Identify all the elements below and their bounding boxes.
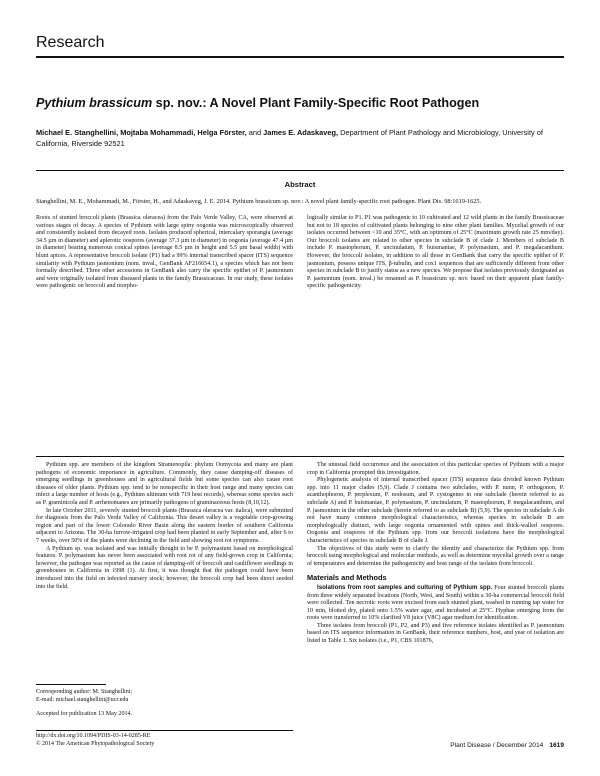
methods-paragraph-2: Three isolates from broccoli (P1, P2, and P3) and five reference isolates identified as P. jasmonium based on ITS sequence information in GenBank, their reference numbers, host, and year of isolation are listed in Table 1. Six isolates (i.e., P1, CBS 101876,: [307, 622, 564, 645]
abstract-col-2: logically similar to P1. P1 was pathogenic to 10 cultivated and 12 wild plants in the family Brassicaceae but not to 18 species of cultivated plants belonging to nine other plant families. Mycelial growth of our isolates occurred between <10 and 35°C, with an optimum of 25°C (maximum growth rate 25 mm/day). Our broccoli isolates are related to other species in subclade B of clade J. Members of subclade B include P. mastophorum, P. uncinulatum, P. buismaniae, P. polymastum, and P. megalacanthum. However, the broccoli isolates, in addition to all those in GenBank that carry the specific epithet of P. jasmonium, possess unique ITS, β-tubulin, and cox1 sequences that are sufficiently different from other species in subclade B to justify status as a new species. We propose that isolates previously designated as P. jasmonium (nom. inval.) be renamed as P. brassicum sp. nov. based on their apparent plant family-specific pathogenicity.: [307, 215, 564, 290]
author-and: and: [246, 128, 264, 137]
methods-text: Four stunted broccoli plants from three widely separated locations (North, West, and South) within a 30-ha commercial broccoli field were collected. Ten necrotic roots were excised from each stunted plant, washed in running tap water for 10 min, blotted dry, plated onto 1.5% water agar, and incubated at 25°C. Hyphae emerging from the roots were transferred to 10% clarified V8 juice (V8C) agar medium for identification.: [307, 584, 564, 622]
body-paragraph: Pythium spp. are members of the kingdom Stramenopila: phylum Oomycota and many are plant pathogens of economic importance in agriculture. Commonly, they cause damping-off diseases of emerging seedlings in greenhouses and in agricultural fields but some species can also cause root diseases of older plants. Pythium spp. tend to be nonspecific in their host range and many species can infect a large number of hosts (e.g., Pythium ultimum with 719 host records), whereas some species such as P. graminicola and P. arrhenomanes are primarily pathogens of graminaceous hosts (8,10,12).: [36, 462, 293, 506]
author-last: James E. Adaskaveg,: [263, 128, 339, 137]
correspondence-rule: [36, 684, 106, 685]
author-email[interactable]: E-mail: michael.stanghellini@ucr.edu: [36, 696, 129, 703]
journal-issue: Plant Disease / December 2014: [450, 742, 544, 749]
body-paragraph: In late October 2011, severely stunted broccoli plants (Brassica oleracea var. italica), were submitted for diagnosis from the Palo Verde Valley of California. This desert valley is a vegetable crop-growing region and part of the lower Colorado River Basin along the eastern border of southern California adjacent to Arizona. The 30-ha furrow-irrigated crop had been planted in early September and, after 6 to 7 weeks, over 50% of the plants were declining in the field and showing root rot symptoms.: [36, 507, 293, 544]
copyright: © 2014 The American Phytopathological Society: [36, 740, 155, 747]
running-head: Research: [36, 34, 105, 51]
body-columns: [36, 462, 564, 646]
body-left-column: [36, 462, 293, 646]
abstract-columns: [36, 215, 564, 291]
abstract-heading: Abstract: [284, 180, 316, 189]
footer-rule: [36, 730, 293, 731]
title-genus: Pythium brassicum: [36, 96, 153, 110]
body-paragraph: The objectives of this study were to clarify the identity and characterize the Pythium spp. from broccoli using morphological and molecular methods, as well as determine mycelial growth over a range of temperatures and determine the pathogenicity and host range of the isolates from broccoli.: [307, 545, 564, 567]
citation: Stanghellini, M. E., Mohammadi, M., Förster, H., and Adaskaveg, J. E. 2014. Pythium brassicum sp. nov.: A novel plant family-specific root pathogen. Plant Dis. 98:1619-1625.: [36, 198, 482, 205]
section-heading: Materials and Methods: [307, 573, 387, 583]
abstract-bottom-rule: [36, 456, 564, 457]
correspondence-block: [36, 684, 293, 719]
corresponding-author: Corresponding author: M. Stanghellini;: [36, 689, 133, 695]
author-block: [36, 127, 564, 149]
abstract-col-1: Roots of stunted broccoli plants (Brassica oleracea) from the Palo Verde Valley, CA, were observed at various stages of decay. A species of Pythium with large spiny oogonia was microscopically observed and consistently isolated from decayed roots. Isolates produced spherical, intercalary sporangia (average 34.5 µm in diameter) and aplerotic oospores (average 37.3 µm in diameter) in oogonia (average 47.4 µm in diameter) bearing numerous conical spines (average 8.5 µm in height and 5.5 µm basal width) with blunt apices. A representative broccoli isolate (P1) had a 99% internal transcribed spacer (ITS) sequence similarity with Pythium jasmonium (nom. inval., GenBank AF216654.1), a species which has not been formally described. Three other accessions in GenBank also carry the specific epithet of P. jasmonium and were originally isolated from diseased plants in the family Brassicaceae. In our study, these isolates were pathogenic on broccoli and morpho-: [36, 215, 293, 290]
header-rule: [36, 56, 564, 58]
body-paragraph: Phylogenetic analysis of internal transcribed spacer (ITS) sequence data divided known Pythium spp. into 11 major clades (5,9). Clade J contains two subclades, with P. nunn, P. orthogonon, P. acanthophoron, P. perplexum, P. nodosum, and P. cystogenes in one subclade (herein referred to as subclade A) and P. buismaniae, P. polymastum, P. uncinulatum, P. mastophorum, P. megalacanthum, and P. jasmonium in the other subclade (herein referred to as subclade B) (5,9). The species in subclade A do not have many common morphological characteristics, whereas species in subclade B are morphologically distinct, with large oogonia ornamented with spines and thick-walled oospores. Oogonia and oospores of the Pythium spp. from our broccoli isolations have the morphological characteristics of species in subclade B of clade J.: [307, 477, 564, 544]
doi-link[interactable]: http://dx.doi.org/10.1094/PDIS-03-14-0285-RE: [36, 733, 151, 739]
doi-block: [36, 733, 154, 748]
page-number: 1619: [549, 742, 564, 749]
body-paragraph: The unusual field occurrence and the association of this particular species of Pythium with a major crop in California prompted this investigation.: [307, 462, 564, 476]
affiliation: Department of Plant Pathology and Microbiology, University of California, Riverside 92521: [36, 128, 543, 148]
body-paragraph: A Pythium sp. was isolated and was initially thought to be P. polymastum based on morphological features. P. polymastum has never been associated with root rot of any field-grown crop in California; however, the pathogen was reported as the cause of damping-off of broccoli and cauliflower seedlings in greenhouses in California in 1998 (1). At first, it was thought that the pathogen could have been introduced into the field on infected nursery stock; however, the broccoli crop had been direct seeded into the field.: [36, 545, 293, 590]
paper-title: [36, 96, 564, 110]
accepted-date: Accepted for publication 13 May 2014.: [36, 711, 133, 718]
methods-paragraph: [307, 584, 564, 623]
body-right-column: [307, 462, 564, 646]
abstract-rule: [36, 170, 564, 171]
subsection-heading: Isolations from root samples and culturing of Pythium spp.: [317, 583, 493, 591]
abstract-box: [36, 170, 564, 291]
title-rest: sp. nov.: A Novel Plant Family-Specific Root Pathogen: [152, 96, 480, 110]
page-folio: [450, 742, 564, 749]
author-names: Michael E. Stanghellini, Mojtaba Mohammadi, Helga Förster,: [36, 128, 247, 137]
